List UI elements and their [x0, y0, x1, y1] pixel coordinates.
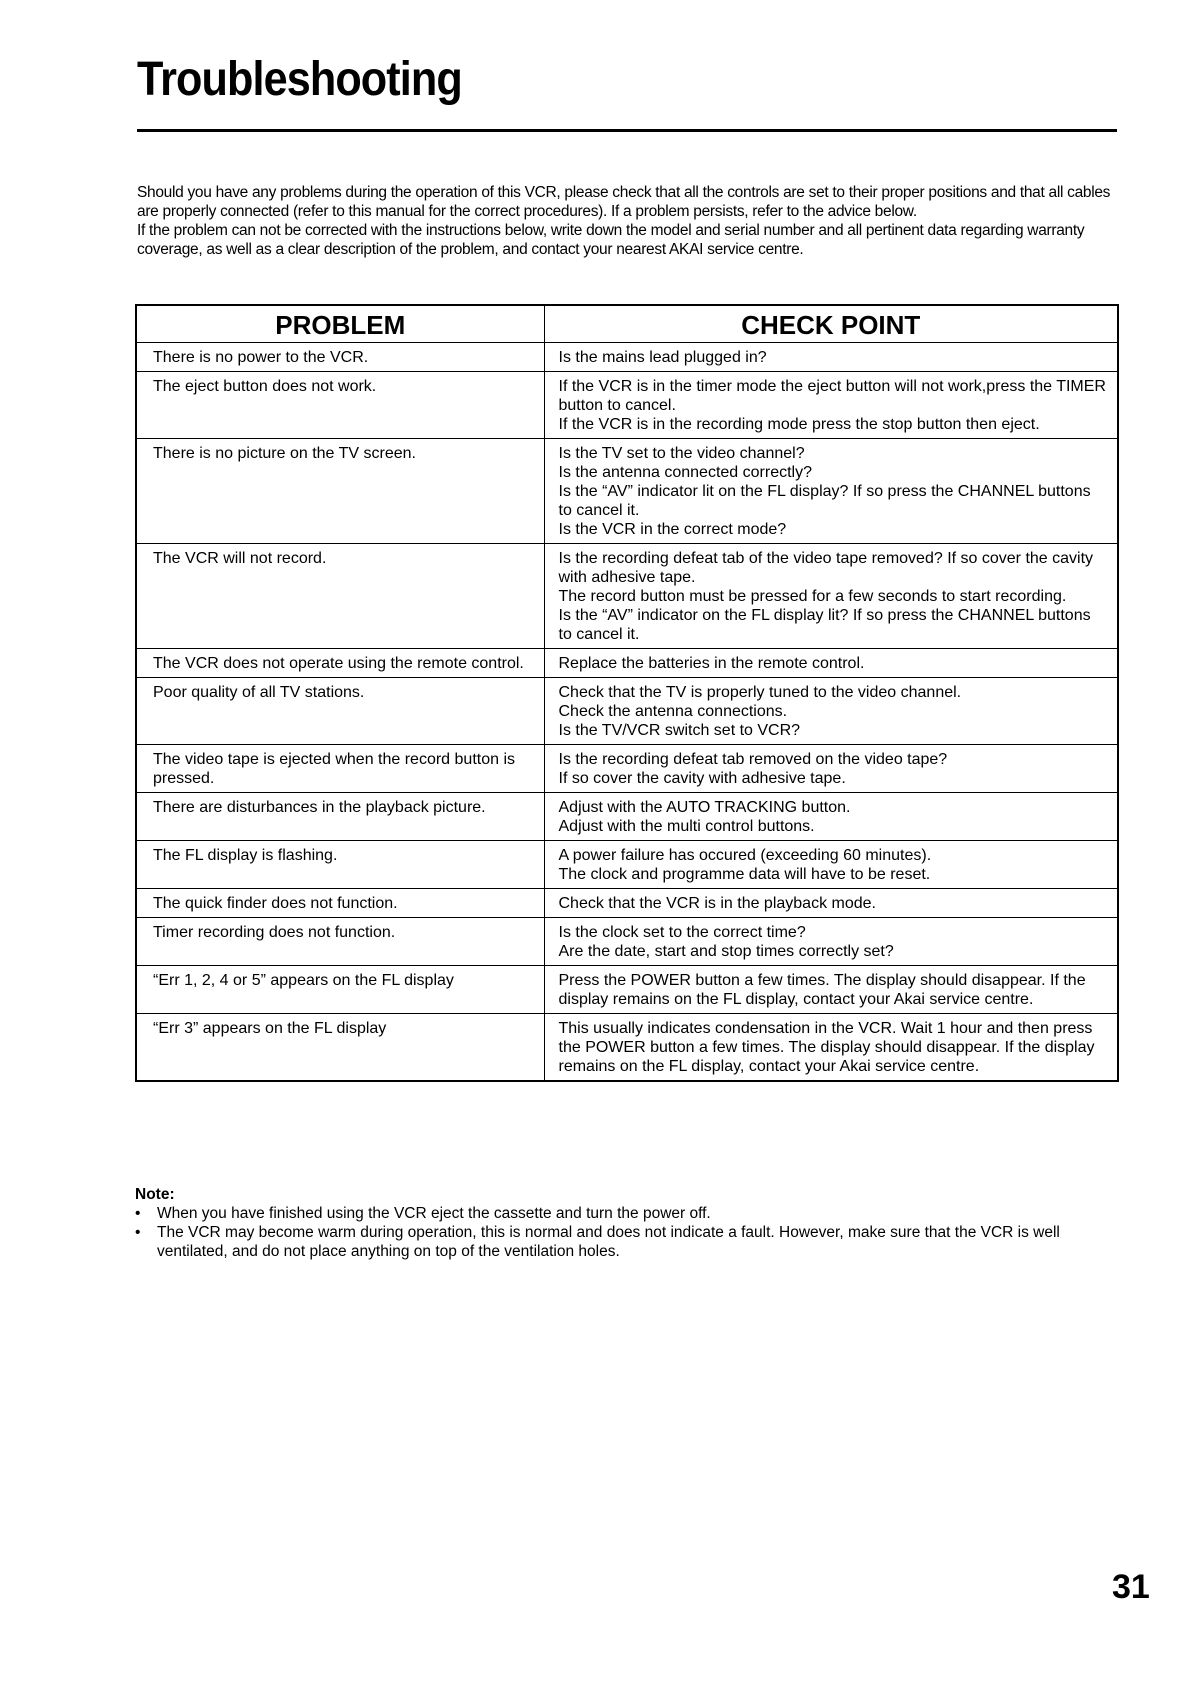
check-point-line: The clock and programme data will have to be reset.	[558, 866, 931, 883]
note-item	[135, 1204, 1117, 1223]
problem-cell: There is no power to the VCR.	[136, 343, 544, 372]
table-row	[136, 918, 1118, 966]
check-point-cell	[544, 918, 1118, 966]
table-row	[136, 1014, 1118, 1082]
check-point-line: Is the recording defeat tab removed on the video tape?	[558, 751, 948, 768]
check-point-header: CHECK POINT	[544, 305, 1118, 343]
note-list	[135, 1204, 1117, 1261]
check-point-line: The record button must be pressed for a few seconds to start recording.	[558, 588, 1067, 605]
problem-cell: The FL display is flashing.	[136, 841, 544, 889]
page-title: Troubleshooting	[137, 53, 462, 106]
problem-cell: “Err 3” appears on the FL display	[136, 1014, 544, 1082]
check-point-line: If so cover the cavity with adhesive tape.	[558, 770, 846, 787]
note-text: When you have finished using the VCR eject the cassette and turn the power off.	[157, 1205, 711, 1222]
check-point-line: A power failure has occured (exceeding 60 minutes).	[558, 847, 932, 864]
bullet-icon: •	[135, 1205, 141, 1222]
page-number: 31	[1112, 1568, 1150, 1606]
table-row	[136, 439, 1118, 544]
problem-cell: There is no picture on the TV screen.	[136, 439, 544, 544]
intro-text	[137, 183, 1117, 259]
check-point-line: Is the antenna connected correctly?	[558, 464, 812, 481]
problem-cell: Timer recording does not function.	[136, 918, 544, 966]
check-point-line: Is the recording defeat tab of the video tape removed? If so cover the cavity with adhesive tape.	[558, 550, 1094, 586]
check-point-cell	[544, 439, 1118, 544]
check-point-line: Is the clock set to the correct time?	[558, 924, 806, 941]
problem-cell: Poor quality of all TV stations.	[136, 678, 544, 745]
table-row	[136, 343, 1118, 372]
title-rule	[137, 129, 1117, 132]
check-point-cell	[544, 841, 1118, 889]
check-point-cell	[544, 745, 1118, 793]
table-row	[136, 649, 1118, 678]
check-point-line: Check the antenna connections.	[558, 703, 788, 720]
bullet-icon: •	[135, 1224, 141, 1241]
check-point-line: If the VCR is in the timer mode the eject button will not work,press the TIMER button to cancel.	[558, 378, 1106, 414]
note-text: The VCR may become warm during operation, this is normal and does not indicate a fault. However, make sure that the VCR is well ventilated, and do not place anything on top of the ventilation holes.	[157, 1224, 1060, 1260]
check-point-cell	[544, 1014, 1118, 1082]
check-point-cell	[544, 544, 1118, 649]
check-point-line: Check that the TV is properly tuned to the video channel.	[558, 684, 962, 701]
troubleshooting-table	[135, 304, 1119, 1082]
note-section	[135, 1185, 1117, 1261]
table-header-row	[136, 305, 1118, 343]
check-point-cell	[544, 966, 1118, 1014]
problem-cell: The VCR will not record.	[136, 544, 544, 649]
problem-cell: There are disturbances in the playback picture.	[136, 793, 544, 841]
note-heading: Note:	[135, 1186, 175, 1203]
check-point-line: Is the TV/VCR switch set to VCR?	[558, 722, 801, 739]
check-point-line: Is the “AV” indicator lit on the FL display? If so press the CHANNEL buttons to cancel it.	[558, 483, 1091, 519]
intro-paragraph: Should you have any problems during the operation of this VCR, please check that all the controls are set to their proper positions and that all cables are properly connected (refer to this manual for the correct procedures). If a problem persists, refer to the advice below.	[137, 184, 1111, 220]
check-point-line: Is the mains lead plugged in?	[558, 349, 767, 366]
problem-cell: The eject button does not work.	[136, 372, 544, 439]
check-point-line: If the VCR is in the recording mode press the stop button then eject.	[558, 416, 1040, 433]
check-point-line: Is the VCR in the correct mode?	[558, 521, 787, 538]
check-point-cell	[544, 889, 1118, 918]
table-row	[136, 966, 1118, 1014]
check-point-line: Press the POWER button a few times. The display should disappear. If the display remains on the FL display, contact your Akai service centre.	[558, 972, 1086, 1008]
note-item	[135, 1223, 1117, 1261]
problem-cell: The video tape is ejected when the record button is pressed.	[136, 745, 544, 793]
check-point-line: Replace the batteries in the remote control.	[558, 655, 865, 672]
check-point-line: Are the date, start and stop times correctly set?	[558, 943, 894, 960]
intro-paragraph: If the problem can not be corrected with the instructions below, write down the model and serial number and all pertinent data regarding warranty coverage, as well as a clear description of the problem, and contact your nearest AKAI service centre.	[137, 222, 1085, 258]
table-body	[136, 343, 1118, 1082]
check-point-line: Check that the VCR is in the playback mode.	[558, 895, 876, 912]
check-point-line: Adjust with the AUTO TRACKING button.	[558, 799, 851, 816]
check-point-cell	[544, 372, 1118, 439]
check-point-line: Is the TV set to the video channel?	[558, 445, 805, 462]
check-point-line: This usually indicates condensation in the VCR. Wait 1 hour and then press the POWER button a few times. The display should disappear. If the display remains on the FL display, contact your Akai service centre.	[558, 1020, 1095, 1075]
table-row	[136, 678, 1118, 745]
check-point-line: Adjust with the multi control buttons.	[558, 818, 815, 835]
table-row	[136, 372, 1118, 439]
table-row	[136, 745, 1118, 793]
table-row	[136, 793, 1118, 841]
table-row	[136, 544, 1118, 649]
check-point-cell	[544, 343, 1118, 372]
table-row	[136, 889, 1118, 918]
check-point-cell	[544, 649, 1118, 678]
check-point-cell	[544, 793, 1118, 841]
table-row	[136, 841, 1118, 889]
problem-cell: The VCR does not operate using the remote control.	[136, 649, 544, 678]
problem-cell: The quick finder does not function.	[136, 889, 544, 918]
problem-header: PROBLEM	[136, 305, 544, 343]
check-point-cell	[544, 678, 1118, 745]
check-point-line: Is the “AV” indicator on the FL display lit? If so press the CHANNEL buttons to cancel it.	[558, 607, 1091, 643]
problem-cell: “Err 1, 2, 4 or 5” appears on the FL display	[136, 966, 544, 1014]
